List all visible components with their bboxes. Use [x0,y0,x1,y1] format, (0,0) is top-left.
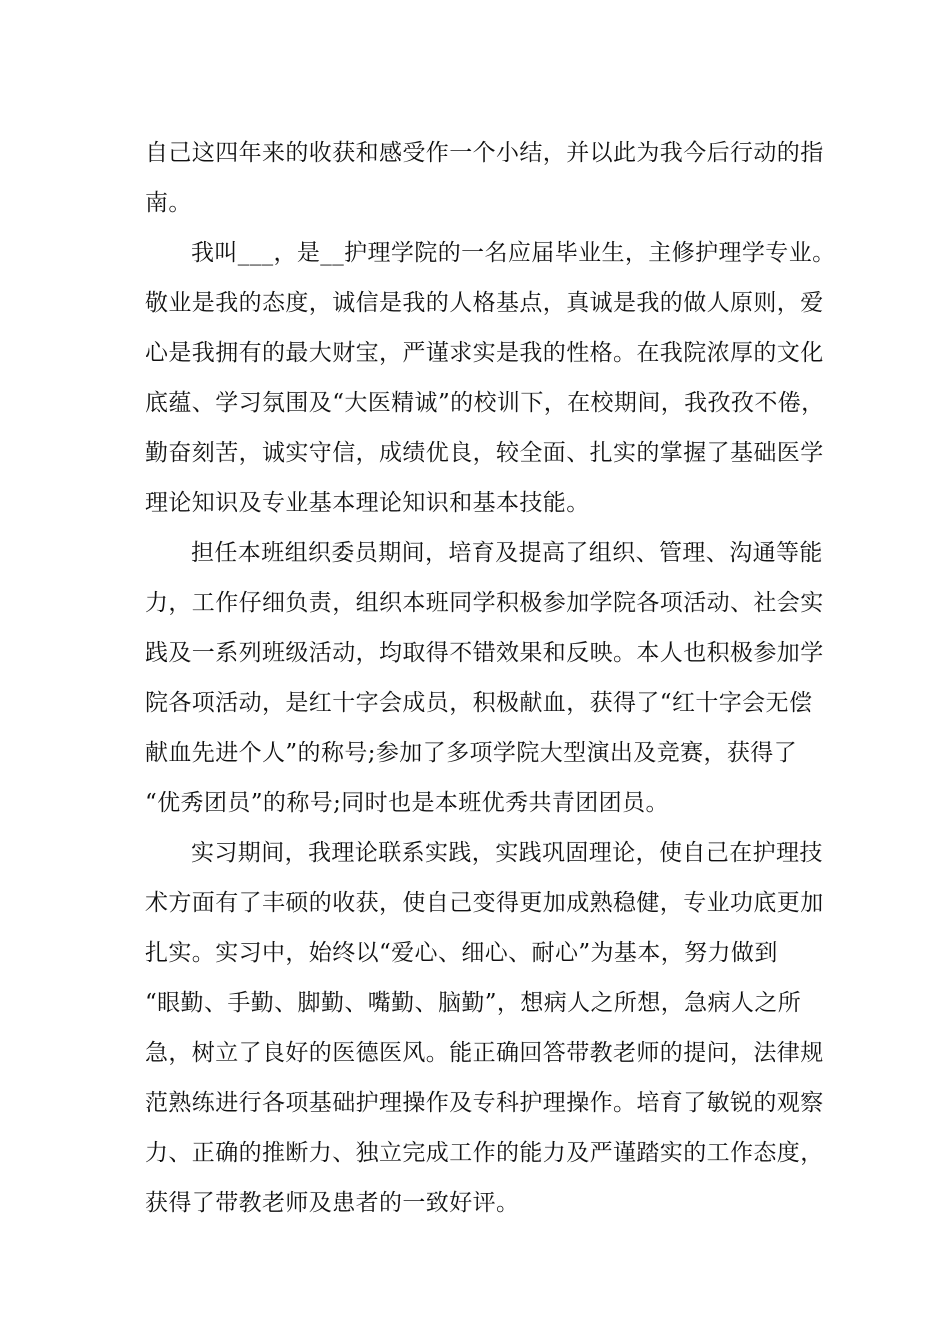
text-line: 底蕴、学习氛围及“大医精诚”的校训下，在校期间，我孜孜不倦， [145,390,825,416]
text-line: 术方面有了丰硕的收获，使自己变得更加成熟稳健，专业功底更加 [145,890,824,916]
text-line: 获得了带教老师及患者的一致好评。 [145,1190,520,1216]
text-line: 扎实。实习中，始终以“爱心、细心、耐心”为基本，努力做到 [145,940,778,966]
text-line: 急，树立了良好的医德医风。能正确回答带教老师的提问，法律规 [145,1040,824,1066]
text-line: 敬业是我的态度，诚信是我的人格基点，真诚是我的做人原则，爱 [145,290,824,316]
text-line: 南。 [145,190,192,216]
text-line: 践及一系列班级活动，均取得不错效果和反映。本人也积极参加学 [145,640,824,666]
text-line: 心是我拥有的最大财宝，严谨求实是我的性格。在我院浓厚的文化 [145,340,824,366]
text-line: 院各项活动，是红十字会成员，积极献血，获得了“红十字会无偿 [145,690,813,716]
text-line: 我叫___，是__护理学院的一名应届毕业生，主修护理学专业。 [191,240,836,266]
text-line: 自己这四年来的收获和感受作一个小结，并以此为我今后行动的指 [145,140,824,166]
text-line: 担任本班组织委员期间，培育及提高了组织、管理、沟通等能 [191,540,823,566]
text-line: 献血先进个人”的称号;参加了多项学院大型演出及竞赛，获得了 [145,740,798,766]
text-line: “眼勤、手勤、脚勤、嘴勤、脑勤”，想病人之所想，急病人之所 [145,990,802,1016]
text-line: 实习期间，我理论联系实践，实践巩固理论，使自己在护理技 [191,840,823,866]
text-line: 范熟练进行各项基础护理操作及专科护理操作。培育了敏锐的观察 [145,1090,824,1116]
text-line: “优秀团员”的称号;同时也是本班优秀共青团团员。 [145,790,669,816]
text-line: 力，工作仔细负责，组织本班同学积极参加学院各项活动、社会实 [145,590,824,616]
text-line: 勤奋刻苦，诚实守信，成绩优良，较全面、扎实的掌握了基础医学 [145,440,824,466]
text-line: 力、正确的推断力、独立完成工作的能力及严谨踏实的工作态度， [145,1140,824,1166]
text-line: 理论知识及专业基本理论知识和基本技能。 [145,490,590,516]
